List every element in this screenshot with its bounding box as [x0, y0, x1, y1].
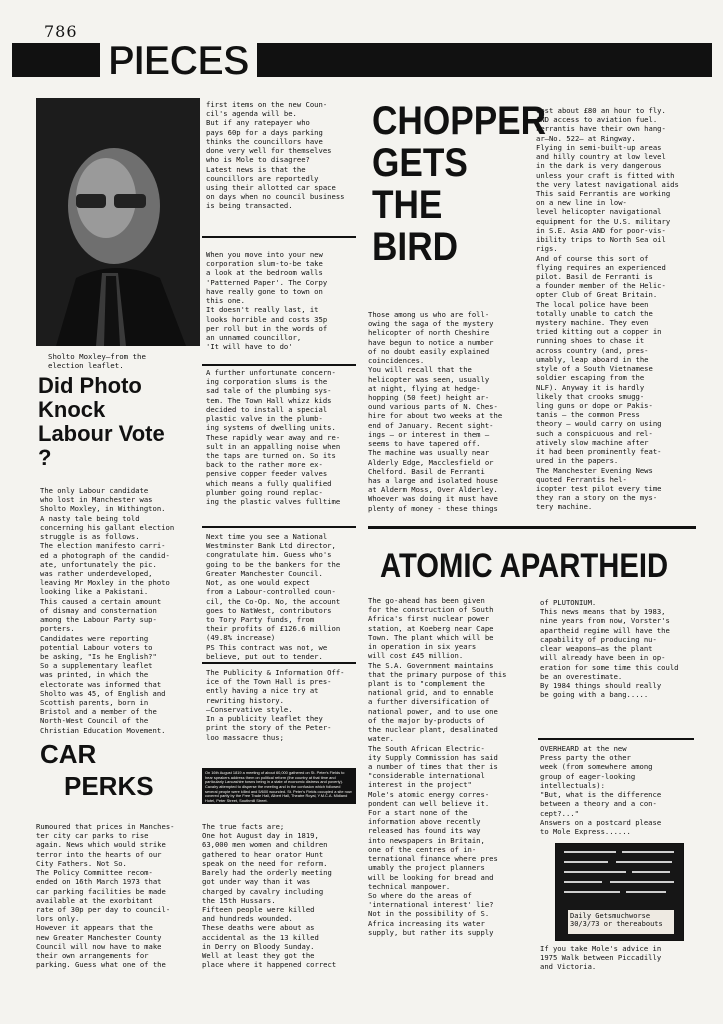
divider — [202, 236, 356, 238]
chopper-body-col2: cost about £80 an hour to fly. AND access to aviation fuel. Ferrantis have their own hang- ar—No. 522— at Ringway. Flying in semi-built-up areas and hilly country at low level in the dark is very dangerous unless your craft is fitted with the very latest navigational aids This said Ferrantis are working on a new line in low- level helicopter navigational equipment for the U.S. military in S.E. Asia AND for poor-vis- ibility trips to North Sea oil rigs. And of course this sort of flying requires an experienced pilot. Basil de Ferranti is a founder member of the Helic- opter Club of Great Britain. The local police have been totally unable to catch the mystery machine. They even tried kitting out a copper in running shoes to chase it across country (and, pres- umably, leap aboard in the style of a South Vietnamese soldier escaping from the NLF). Anyway it is hardly likely that crooks smugg- ling guns or dope or Pakis- tanis — the common Press theory — would carry on using such a conspicuous and rel- atively slow machine after it had been prominently feat- ured in the papers. The Manchester Evening News quoted Ferrantis hel- icopter test pilot every time they ran a story on the mys- tery machine. — [536, 106, 679, 512]
atomic-body-col1: The go-ahead has been given for the construction of South Africa's first nuclear power station, at Koeberg near Cape Town. The plant which will be in operation in six years will cost £45 million. The S.A. Government maintains that the primary purpose of this plant is to "complement the national grid, and to ennable a further diversification of national power, and to use one of the major by-products of the nuclear plant, desalinated water. The South African Electric- ity Supply Commission has said a number of times that ther is "considerable international interest in the project" Mole's atomic energy corres- pondent can well believe it. For a start none of the information above recently released has found its way into newspapers in Britain, one of the centres of in- ternational finance where pres umably the project planners will be looking for bread and technical manpower. So where do the areas of 'international interest' lie? Not in the possibility of S. Africa increasing its water supply, but rather its supply — [368, 596, 507, 937]
photo-story-headline: Did Photo Knock Labour Vote ? — [38, 373, 165, 470]
photo-caption: Sholto Moxley—from the election leaflet. — [48, 352, 146, 371]
publicity-office-body: The Publicity & Information Off- ice of the Town Hall is pres- ently having a nice try at rewriting history. —Conservative style. In a publicity leaflet they print the story of the Peter- loo massacre thus; — [206, 668, 345, 742]
peterloo-leaflet-clipping: On 16th August 1819 a meeting of about 60,000 gathered on St. Peter's Fields to hear speakers address them on political reform (the country at that time and particularly Lancashire towns being in a state of economic distress and poverty). Cavalry attempted to disperse the meeting and in the confusion which followed several people were killed and 5/600 wounded. St. Peter's Fields occupied a site now covered partly by the Free Trade Hall, Albert Hall, Theatre Royal, Y.M.C.A. Midland Hotel, Peter Street, Southmill Street. — [202, 768, 356, 804]
masthead-title: PIECES — [100, 39, 257, 83]
overheard-body: OVERHEARD at the new Press party the other week (from somewhere among group of eager-looking intellectuals): "But, what is the difference between a theory and a con- cept?..." Answers on a postcard please to Mole Express...... — [540, 744, 662, 836]
peterloo-true-facts-body: The true facts are; One hot August day in 1819, 63,000 men women and children gathered to hear orator Hunt speak on the need for reform. Barely had the orderly meeting got under way than it was charged by cavalry including the 15th Hussars. Fifteen people were killed and hundreds wounded. These deaths were about as accidental as the 13 killed in Derry on Bloody Sunday. Well at least they got the place where it happened correct — [202, 822, 337, 970]
plumbing-body: A further unfortunate concern- ing corporation slums is the sad tale of the plumbing sys- tem. The Town Hall whizz kids decided to install a special plastic valve in the plumb- ing systems of dwelling units. These rapidly wear away and re- sult in an appalling noise when the taps are turned on. So its back to the rather more ex- pensive copper feeder valves which means a fully qualified plumber going round replac- ing the plastic valves fulltime — [206, 368, 341, 507]
car-perks-headline-line1: CAR — [40, 739, 97, 769]
candidate-photo — [36, 98, 200, 346]
atomic-body-col2: of PLUTONIUM. This news means that by 1983, nine years from now, Vorster's apartheid regime will have the capability of producing nu- clear weapons—as the plant will already have been in op- eration for some time this could be an overestimate. By 1984 things should really be going with a bang..... — [540, 598, 679, 700]
photo-story-body: The only Labour candidate who lost in Manchester was Sholto Moxley, in Withington. A nasty tale being told concerning his gallant election struggle is as follows. The election manifesto carri- ed a photograph of the candid- ate, unfortunately the pic. was rather underdeveloped, leaving Mr Moxley in the photo looking like a Pakistani. This caused a certain amount of dismay and consternation among the Labour Party sup- porters. Candidates were reporting potential Labour voters to be asking, "Is he English?" So a supplementary leaflet was printed, in which the electorate was informed that Sholto was 45, of English and Scottish parents, born in Bristol and a member of the North-West Council of the Christian Education Movement. — [40, 486, 175, 735]
clipping-label: Daily Getsmuchworse 30/3/73 or thereabouts — [568, 910, 674, 934]
slum-wallpaper-body: When you move into your new corporation slum-to-be take a look at the bedroom walls 'Patterned Paper'. The Corpy have really gone to town on this one. It doesn't really last, it looks horrible and costs 35p per roll but in the words of an unnamed councillor, 'It will have to do' — [206, 250, 328, 352]
closing-note: If you take Mole's advice in 1975 Walk between Piccadilly and Victoria. — [540, 944, 662, 972]
portrait-image — [36, 98, 200, 346]
chopper-headline: CHOPPER GETS THE BIRD — [372, 99, 547, 269]
divider — [202, 526, 356, 528]
divider — [368, 526, 696, 529]
council-parking-body: first items on the new Coun- cil's agenda will be. But if any ratepayer who pays 60p for a days parking thinks the councillors have done very well for themselves who is Mole to disagree? Latest news is that the councillors are reportedly using their allotted car space on days when no council business is being transacted. — [206, 100, 345, 211]
page-number: 786 — [44, 22, 78, 41]
divider — [202, 662, 356, 664]
car-perks-body: Rumoured that prices in Manches- ter city car parks to rise again. News which would strike terror into the hearts of our City Fathers. Not So. The Policy Committee recom- ended on 16th March 1973 that car parking facilities be made available at the exorbitant rate of 30p per day to council- lors only. However it appears that the new Greater Manchester County Council will now have to make their own arrangements for parking. Guess what one of the — [36, 822, 175, 970]
clipping-text-image — [556, 844, 683, 910]
natwest-body: Next time you see a National Westminster Bank Ltd director, congratulate him. Guess who's going to be the bankers for the Greater Manchester Council. Not, as one would expect from a Labour-controlled coun- cil, the Co-Op. No, the account goes to NatWest, contributors to Tory Party funds, from their profits of £126.6 million (49.8% increase) PS This contract was not, we believe, put out to tender. — [206, 532, 341, 660]
divider — [202, 364, 356, 366]
chopper-body-col1: Those among us who are foll- owing the saga of the mystery helicopter of north Cheshire have begun to notice a number of no doubt easily explained coincidences. You will recall that the helicopter was seen, usually at night, flying at hedge- hopping (50 feet) height ar- ound various parts of N. Ches- hire for about two weeks at the end of January. Recent sight- ings — or interest in them — seems to have tapered off. The machine was usually near Alderly Edge, Macclesfield or Chelford. Basil de Ferranti has a large and isolated house at Alderm Moss, Over Alderley. Whoever was doing it must have plenty of money - these things — [368, 310, 503, 513]
atomic-apartheid-headline: ATOMIC APARTHEID — [380, 547, 669, 585]
divider — [538, 738, 694, 740]
car-perks-headline-line2: PERKS — [64, 771, 154, 801]
